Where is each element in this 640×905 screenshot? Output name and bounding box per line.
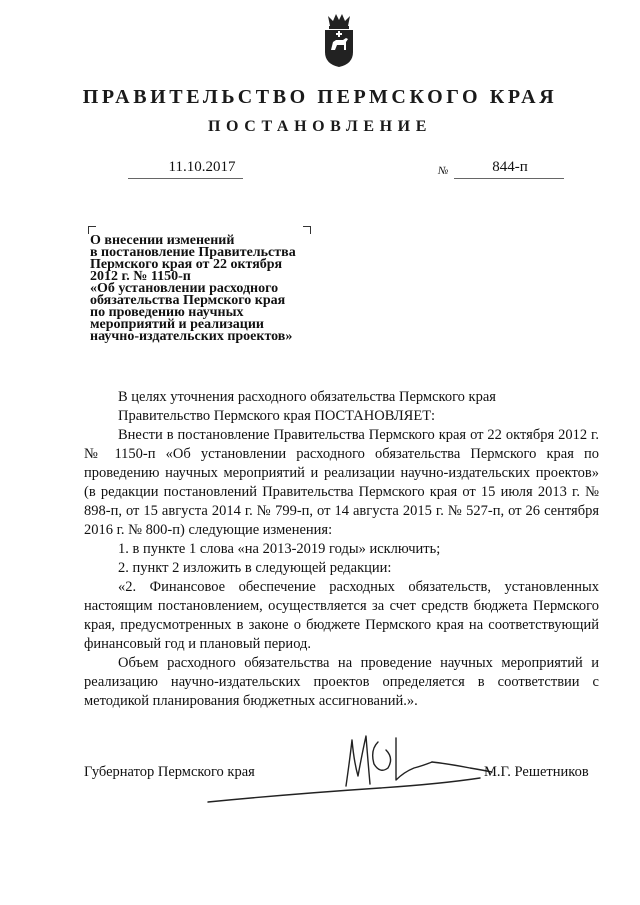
subject-line: О внесении изменений	[90, 233, 235, 248]
subject-line: мероприятий и реализации	[90, 317, 264, 332]
document-type: ПОСТАНОВЛЕНИЕ	[208, 118, 432, 135]
number-underline	[454, 178, 564, 179]
perm-krai-coat-of-arms-icon	[322, 12, 356, 68]
subject-line: в постановление Правительства	[90, 245, 296, 260]
body-paragraph: Правительство Пермского края ПОСТАНОВЛЯЕТ:	[118, 408, 436, 424]
body-paragraph: «2. Финансовое обеспечение расходных обязательств, установленных настоящим постановлением, осуществляется за счет средств бюджета Пермского края, предусмотренных в законе о бюджете Пермского края на соответствующий финансовый год и плановый период.	[84, 579, 599, 652]
number-sign: №	[438, 165, 449, 177]
signatory-name: М.Г. Решетников	[484, 764, 589, 780]
subject-bracket-right	[303, 226, 311, 234]
subject-line: по проведению научных	[90, 305, 244, 320]
subject-line: обязательства Пермского края	[90, 293, 286, 308]
date-underline	[128, 178, 243, 179]
document-date: 11.10.2017	[168, 159, 236, 175]
body-paragraph: 2. пункт 2 изложить в следующей редакции:	[118, 560, 392, 576]
signatory-title: Губернатор Пермского края	[84, 764, 255, 780]
government-title: ПРАВИТЕЛЬСТВО ПЕРМСКОГО КРАЯ	[82, 86, 558, 108]
body-paragraph: 1. в пункте 1 слова «на 2013-2019 годы» исключить;	[118, 541, 441, 557]
subject-line: научно-издательских проектов»	[90, 329, 293, 344]
body-paragraph: В целях уточнения расходного обязательства Пермского края	[118, 389, 496, 405]
document-number: 844-п	[492, 159, 528, 175]
subject-line: «Об установлении расходного	[90, 281, 279, 296]
body-paragraph: Объем расходного обязательства на проведение научных мероприятий и реализацию научно-издательских проектов определяется в соответствии с методикой планирования бюджетных ассигнований.».	[84, 655, 599, 709]
document-body	[84, 388, 599, 711]
subject-line: Пермского края от 22 октября	[90, 257, 283, 272]
document-subject	[90, 235, 330, 343]
body-paragraph: Внести в постановление Правительства Пермского края от 22 октября 2012 г. № 1150-п «Об установлении расходного обязательства Пермского края по проведению научных мероприятий и реализации научно-издательских проектов» (в редакции постановлений Правительства Пермского края от 15 июля 2013 г. № 898-п, от 15 августа 2014 г. № 799-п, от 14 августа 2015 г. № 527-п, от 26 сентября 2016 г. № 800-п) следующие изменения:	[84, 427, 599, 538]
subject-line: 2012 г. № 1150-п	[90, 269, 191, 284]
